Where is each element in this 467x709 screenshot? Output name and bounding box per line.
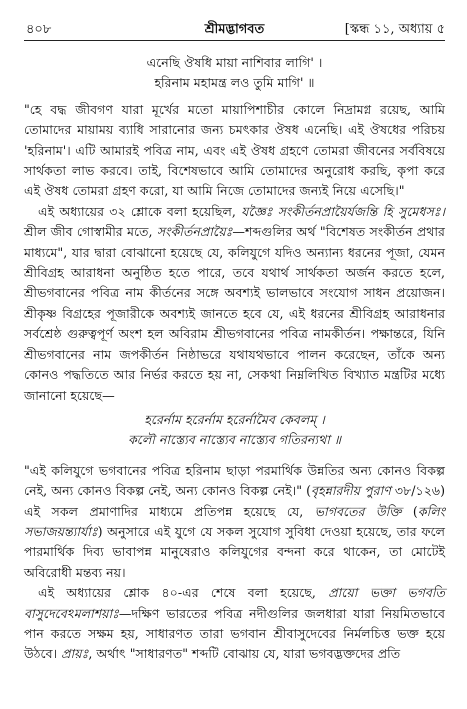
- text-run: —শব্দগুলির অর্থ "বিশেষত সংকীর্তন প্রথার মাধ্যমে", যার দ্বারা বোঝানো হয়েছে যে, কলিযুগে যদিও অন্যান্য ধরনের পূজা, যেমন শ্রীবিগ্রহ আরাধনা অনুষ্ঠিত হতে পারে, তবে যথার্থ সার্থকতা অর্জন করতে হলে, শ্রীভগবানের পবিত্র নাম কীর্তনের সঙ্গে অবশ্যই ভালভাবে সংযোগ সাধন প্রয়োজন। শ্রীকৃষ্ণ বিগ্রহের পূজারীকে অবশ্যই জানতে হবে যে, এই ধরনের শ্রীবিগ্রহ আরাধনার সর্বশ্রেষ্ঠ গুরুত্বপূর্ণ অংশ হল অবিরাম শ্রীভগবানের পবিত্র নামকীর্তন। পক্ষান্তরে, যিনি শ্রীভগবানের নাম জপকীর্তন নিষ্ঠাভরে যথাযথভাবে পালন করেছেন, তাঁকে অন্য কোনও পদ্ধতিতে আর নির্ভর করতে হয় না, সেকথা নিম্নলিখিত বিখ্যাত মন্ত্রটির মধ্যে জানানো হয়েছে—: [24, 224, 445, 403]
- verse-block-2: [24, 410, 445, 451]
- scripture-reference: বৃহন্নারদীয় পুরাণ: [311, 483, 391, 499]
- text-run: ৩৮/১২৬) এই সকল প্রমাণাদির মাধ্যমে প্রতিপন্ন হয়েছে যে,: [24, 483, 445, 519]
- page-header: [24, 20, 445, 41]
- verse-line: হরের্নাম হরের্নাম হরের্নামৈব কেবলম্ ।: [144, 411, 325, 427]
- paragraph-translation: [24, 461, 445, 583]
- chapter-reference: [স্কন্ধ ১১, অধ্যায় ৫: [344, 22, 445, 37]
- text-run: শ্রীল জীব গোস্বামীর মতে,: [24, 224, 157, 240]
- paragraph-commentary: [24, 202, 445, 406]
- verse-line: এনেছি ঔষধি মায়া নাশিবার লাগি' ।: [146, 55, 323, 70]
- text-run: "এই কলিযুগে ভগবানের পবিত্র হরিনাম ছাড়া পরমার্থিক উন্নতির অন্য কোনও বিকল্প নেই, অন্য কোনও বিকল্প নেই, অন্য কোনও বিকল্প নেই।" (: [24, 462, 445, 499]
- paragraph-quote: "হে বদ্ধ জীবগণ যারা মূর্খের মতো মায়াপিশাচীর কোলে নিদ্রামগ্ন রয়েছ, আমি তোমাদের মায়াময় ব্যাধি সারানোর জন্য চমৎকার ঔষধ এনেছি। এই ঔষধের পরিচয় 'হরিনাম'। এটি আমারই পবিত্র নাম, এবং এই ঔষধ গ্রহণে তোমরা জীবনের সর্ববিষয়ে সার্থকতা লাভ করবে। তাই, বিশেষভাবে আমি তোমাদের অনুরোধ করছি, কৃপা করে এই ঔষধ তোমরা গ্রহণ করো, যা আমি নিজে তোমাদের জন্যই নিয়ে এসেছি।": [24, 101, 445, 199]
- text-run: , অর্থাৎ "সাধারণত" শব্দটি বোঝায় যে, যারা ভগবদ্ভক্তদের প্রতি: [88, 646, 401, 662]
- verse-block-1: [24, 53, 445, 94]
- sanskrit-quote: প্রায়ো ভক্তা ভগবতি বাসুদেবেঽমলাশয়াঃ: [24, 585, 445, 621]
- text-run: এই অধ্যায়ের শ্লোক ৪০-এর শেষে বলা হয়েছে,: [38, 585, 329, 601]
- page-number: ৪০৮: [26, 22, 52, 37]
- running-title: শ্রীমদ্ভাগবত: [204, 22, 265, 37]
- text-run: —দক্ষিণ ভারতের পবিত্র নদীগুলির জলধারা যারা নিয়মিতভাবে পান করতে সক্ষম হয়, সাধারণত তারা ভগবান শ্রীবাসুদেবের নির্মলচিত্ত ভক্ত হয়ে উঠবে।: [24, 605, 445, 662]
- sanskrit-term: কলিং সভাজয়ন্ত্যার্যাঃ: [24, 503, 446, 539]
- text-run: (: [401, 503, 418, 519]
- verse-line: হরিনাম মহামন্ত্র লও তুমি মাগি' ॥: [154, 75, 315, 91]
- sanskrit-term: প্রায়ঃ: [61, 646, 89, 662]
- sanskrit-term: সংকীর্তনপ্রায়ৈঃ: [156, 224, 233, 240]
- sanskrit-quote: যজ্ঞৈঃ সংকীর্তনপ্রায়ৈর্যজন্তি হি সুমেধসঃ।: [241, 203, 445, 219]
- page-body: [24, 53, 445, 665]
- scripture-reference: ভাগবতের উক্তি: [314, 503, 402, 519]
- paragraph-commentary: [24, 583, 445, 665]
- verse-line: কলৌ নাস্ত্যেব নাস্ত্যেব নাস্ত্যেব গতিরন্যথা ॥: [127, 432, 342, 448]
- text-run: ) অনুসারে এই যুগে যে সকল সুযোগ সুবিধা দেওয়া হয়েছে, তার ফলে পারমার্থিক দিব্য ভাবাপন্ন মানুষেরাও কলিযুগের বন্দনা করে থাকেন, তা মোটেই অবিরোধী মন্তব্য নয়।: [24, 523, 445, 580]
- text-run: এই অধ্যায়ের ৩২ শ্লোকে বলা হয়েছিল,: [38, 203, 242, 219]
